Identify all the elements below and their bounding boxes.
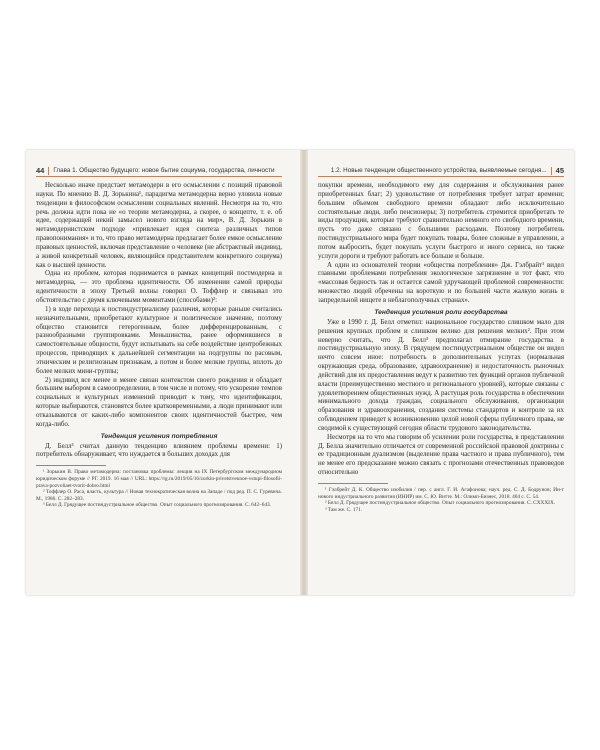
right-footnotes <box>318 487 564 513</box>
left-header-rule <box>36 176 282 177</box>
footnote: ² Тоффлер О. Раса, власть, культура // Новая технократическая волна на Западе / под ред. П. С. Гуревича. М., 1986. С. 282–283. <box>36 489 282 502</box>
footnote: ² Белл Д. Грядущее постиндустриальное общество. Опыт социального прогнозирования. С. CXXXIX. <box>325 500 556 507</box>
book-gutter <box>300 150 308 595</box>
right-header-rule <box>318 176 564 177</box>
paragraph: А один из основателей теории «общества потребления» Дж. Гэлбрайт¹ видел главными проблемами потребления экологическое загрязнение и тот факт, что «массовая бедность так и остается самой удручающей проблемой современности: множество людей обречены на короткую и по большей части жалкую жизнь в запредельной нищете в неблагополучных странах». <box>318 261 564 304</box>
left-running-head-text: Глава 1. Общество будущего: новое бытие социума, государства, личности <box>53 167 275 174</box>
right-page <box>318 166 564 586</box>
footnote: ³ Белл Д. Грядущее постиндустриальное общество. Опыт социального прогнозирования. С. 642–643. <box>43 502 272 509</box>
left-page <box>36 166 282 586</box>
paragraph: покупки времени, необходимого ему для содержания и обслуживания ранее приобретенных благ; 2) удовольствие от потребления требует затрат времени; большим объемом свободного времени обладают либо исключительно состоятельные люди, либо пенсионеры; 3) потребитель стремится приобретать те виды продукции, которые требуют сравнительно немного его свободного времени, пусть это даже связано с большими расходами. Поэтому потребитель постиндустриального мира будет покупать товары, более сложные в управлении, а потом выбросить, будет покупать услуги быстрого и иного сервиса, но также услуги дороги и требуют работать все больше и больше. <box>318 182 564 260</box>
running-head-divider <box>48 167 49 175</box>
left-body-text <box>36 182 282 460</box>
paragraph: Уже в 1990 г. Д. Белл отметил: национальное государство слишком мало для решения крупных проблем и слишком велико для решения мелких². При этом неверно считать, что Д. Белл³ предполагал отмирание государства в постиндустриальную эпоху. В грядущем постиндустриальном обществе он видел нечто совсем иное: потребность в дополнительных услугах (нормальная окружающая среда, образование, здравоохранение) и недостаточность рыночных действий для их предоставления ведут к развитию тех функций органов публичной власти (преимущественно местного и регионального уровней), которые связаны с удовлетворением общественных нужд. А растущая роль государства в обеспечении минимального дохода граждан, социального обслуживания, организации образования и здравоохранения, создания системы стандартов и контроле за их соблюдением приведет к возникновению целой новой сферы публичного права, не сводимой к существующей сегодня области трудового законодательства. <box>318 318 564 432</box>
footnote: ¹ Зорькин В. Право метамодерна: постановка проблемы: лекция на IX Петербургском международном юридическом форуме // РГ. 2019. 16 мая // URL: https://rg.ru/2019/05/16/zorkin-privetstvennoe-vstupi-filosofii-prava-pozvoliaet-tvorit-dobro.html <box>36 469 282 489</box>
footnote: ¹ Гэлбрейт Д. К. Общество изобилия / пер. с англ. Г. И. Агафонова; науч. ред. С. Д. Бодрунов; Ин-т нового индустриального развития (ИНИР) им. С. Ю. Витте. М.: Олимп-Бизнес, 2018. 404 с. С. 54. <box>318 487 564 500</box>
paragraph: Одна из проблем, которая поднимается в рамках концепций постмодерна и метамодерна, — это проблема идентичности. Об изменении самой природы идентичности в эпоху Третьей волны говорил О. Тоффлер и связывал это обстоятельство с двумя ключевыми моментами (способами)²: <box>36 270 282 304</box>
footnote-rule <box>36 465 106 466</box>
left-page-number: 44 <box>36 166 45 175</box>
paragraph: Несмотря на то что мы говорим об усилении роли государства, в представлении Д. Белла значительно отличается от современной российской правовой доктрины с ее традиционным дуализмом (выделение права частного и права публичного), тем не менее его предсказание можно связать с прогнозами отечественных правоведов относительно <box>318 433 564 477</box>
right-page-number: 45 <box>555 166 564 175</box>
footnote: ³ Там же. С. 171. <box>325 506 363 513</box>
footnote-rule <box>318 483 388 484</box>
paragraph: 2) индивид все менее и менее связан контекстом своего рождения и обладает большим выбором в самоопределении, в том числе и потому, что ускорение темпов социальных и культурных изменений приводит к тому, что идентификации, которые выбираются, становятся более кратковременными, а люди принимают или отказываются от каких-либо компонентов своих идентичностей быстрее, чем когда-либо. <box>36 376 282 428</box>
left-footnotes <box>36 469 282 509</box>
paragraph: 1) в ходе перехода к постиндустриализму различия, которые раньше считались незначительными, приобретают культурное и политическое значение, поэтому общество становится гетерогенным, более дифференцированным, с разнообразными группировками. Меньшинства, ранее оформившиеся в самостоятельные общности, будут испытывать на себе воздействие центробежных процессов, приводящих к дальнейшей сегментации на подгруппы по расовым, этническим и религиозным признакам, а потом и более мелкие группы, вплоть до более мелких мини-группы; <box>36 305 282 375</box>
book-spread <box>26 150 574 595</box>
section-heading: Тенденция усиления потребления <box>100 432 218 440</box>
right-running-head-text: 1.2. Новые тенденции общественного устройства, выявляемые сегодня... <box>330 167 547 174</box>
paragraph: Несколько иначе предстает метамодерн в его осмыслении с позиций правовой науки. По мнению В. Д. Зорькина¹, парадигма метамодерна верно уловила новые тенденции в философском осмыслении социальных явлений. Несмотря на то, что речь должна идти пока не «о теории метамодерна, а скорее, о концепте, т. е. об идее, содержащей некий замысел нового взгляда на мир», В. Д. Зорькин в метамодернистском подходе «привлекает идея синтеза различных типов правопонимания» и то, что право метамодерна предлагает более емкое осмысление правовых ценностей, включая представление о человеке (не абстрактный индивид, а живой конкретный человек, являющийся представителем конкретного социума) как о высшей ценности. <box>36 182 282 269</box>
left-running-head <box>36 166 282 175</box>
section-heading: Тенденция усиления роли государства <box>374 308 508 316</box>
right-body-text <box>318 182 564 478</box>
running-head-divider <box>551 167 552 175</box>
right-running-head <box>318 166 564 175</box>
paragraph: Д. Белл³ считал данную тенденцию влиянием проблемы времени: 1) потребитель обнаруживает, что нуждается в больших доходах для <box>36 442 282 459</box>
